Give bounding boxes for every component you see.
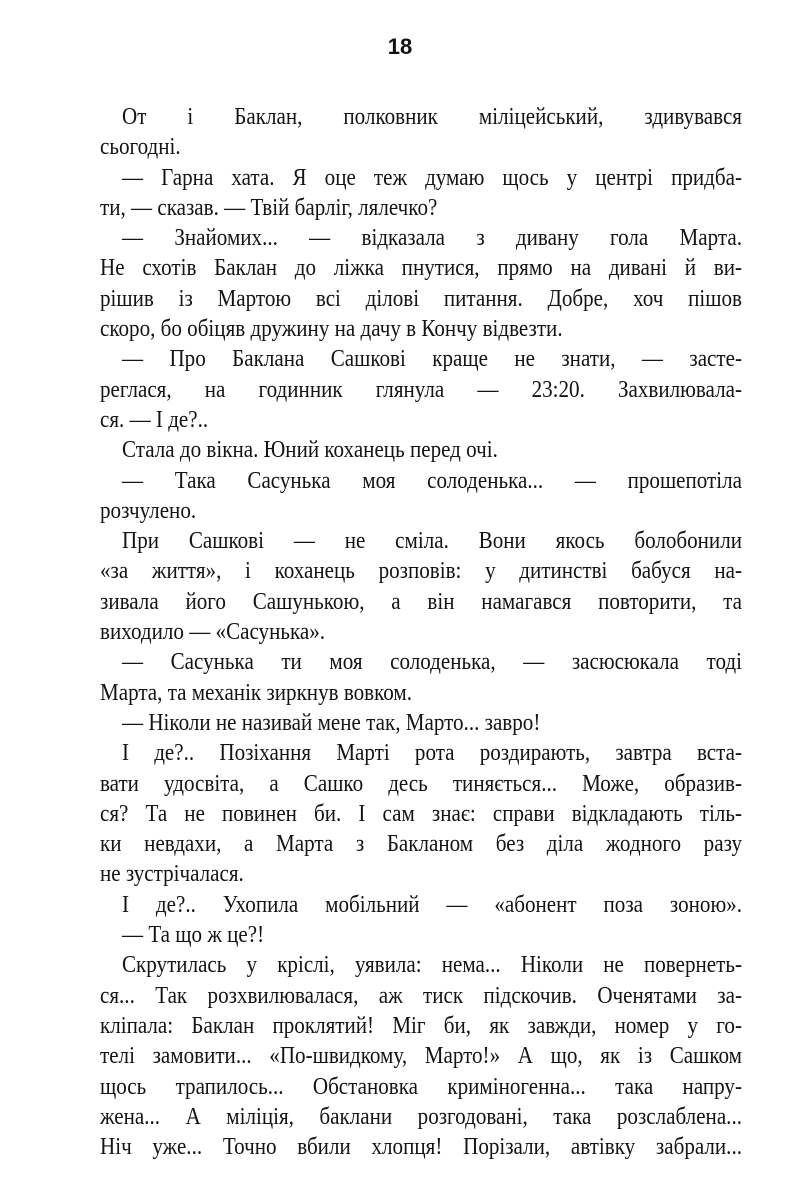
text-line: ся. — І де?.. <box>100 405 209 433</box>
text-line: Не схотів Баклан до ліжка пнутися, прямо на дивані й ви- <box>100 254 742 282</box>
text-line: — Сасунька ти моя солоденька, — засюсюкала тоді <box>121 648 742 676</box>
text-line: жена... А міліція, баклани розгодовані, така розслаблена... <box>100 1102 742 1130</box>
text-line: ся... Так розхвилювалася, аж тиск підскочив. Оченятами за- <box>100 981 742 1009</box>
text-line: Ніч уже... Точно вбили хлопця! Порізали, автівку забрали... <box>100 1133 742 1161</box>
text-line: — Про Баклана Сашкові краще не знати, — засте- <box>121 345 742 373</box>
text-line: щось трапилось... Обстановка криміногенна... така напру- <box>100 1072 742 1100</box>
text-line: — Ніколи не називай мене так, Марто... завро! <box>121 708 541 736</box>
text-line: реглася, на годинник глянула — 23:20. Захвилювала- <box>100 375 742 403</box>
text-line: От і Баклан, полковник міліцейський, здивувався <box>121 103 742 130</box>
text-line: вати удосвіта, а Сашко десь тиняється... Може, образив- <box>100 769 742 797</box>
text-line: не зустрічалася. <box>100 860 244 888</box>
text-line: І де?.. Позіхання Марті рота роздирають, завтра вста- <box>121 739 742 767</box>
text-line: — Така Сасунька моя солоденька... — прошепотіла <box>121 466 742 494</box>
text-line: — Та що ж це?! <box>121 921 265 949</box>
text-line: скоро, бо обіцяв дружину на дачу в Кончу відвезти. <box>100 315 563 343</box>
text-line: Марта, та механік зиркнув вовком. <box>100 678 413 706</box>
text-line: телі замовити... «По-швидкому, Марто!» А що, як із Сашком <box>100 1042 742 1070</box>
text-line: сьогодні. <box>100 133 181 161</box>
text-line: — Знайомих... — відказала з дивану гола Марта. <box>121 224 742 252</box>
text-line: кліпала: Баклан проклятий! Міг би, як завжди, номер у го- <box>100 1011 742 1039</box>
text-line: «за життя», і коханець розповів: у дитинстві бабуся на- <box>100 557 742 585</box>
body-text <box>100 102 742 1162</box>
text-line: ти, — сказав. — Твій барліг, лялечко? <box>100 193 438 221</box>
text-line: При Сашкові — не сміла. Вони якось болобонили <box>121 527 742 555</box>
text-line: ся? Та не повинен би. І сам знає: справи відкладають тіль- <box>100 799 742 827</box>
text-line: ки невдахи, а Марта з Бакланом без діла жодного разу <box>100 830 742 858</box>
page-number: 18 <box>387 34 413 59</box>
text-line: розчулено. <box>100 496 197 524</box>
text-line: виходило — «Сасунька». <box>100 618 326 646</box>
text-line: І де?.. Ухопила мобільний — «абонент поза зоною». <box>121 890 742 918</box>
text-line: Скрутилась у кріслі, уявила: нема... Ніколи не повернеть- <box>121 951 742 979</box>
text-line: зивала його Сашунькою, а він намагався повторити, та <box>100 587 742 615</box>
text-line: рішив із Мартою всі ділові питання. Добре, хоч пішов <box>100 284 742 312</box>
text-line: — Гарна хата. Я оце теж думаю щось у центрі придба- <box>121 163 742 191</box>
text-line: Стала до вікна. Юний коханець перед очі. <box>121 436 498 464</box>
